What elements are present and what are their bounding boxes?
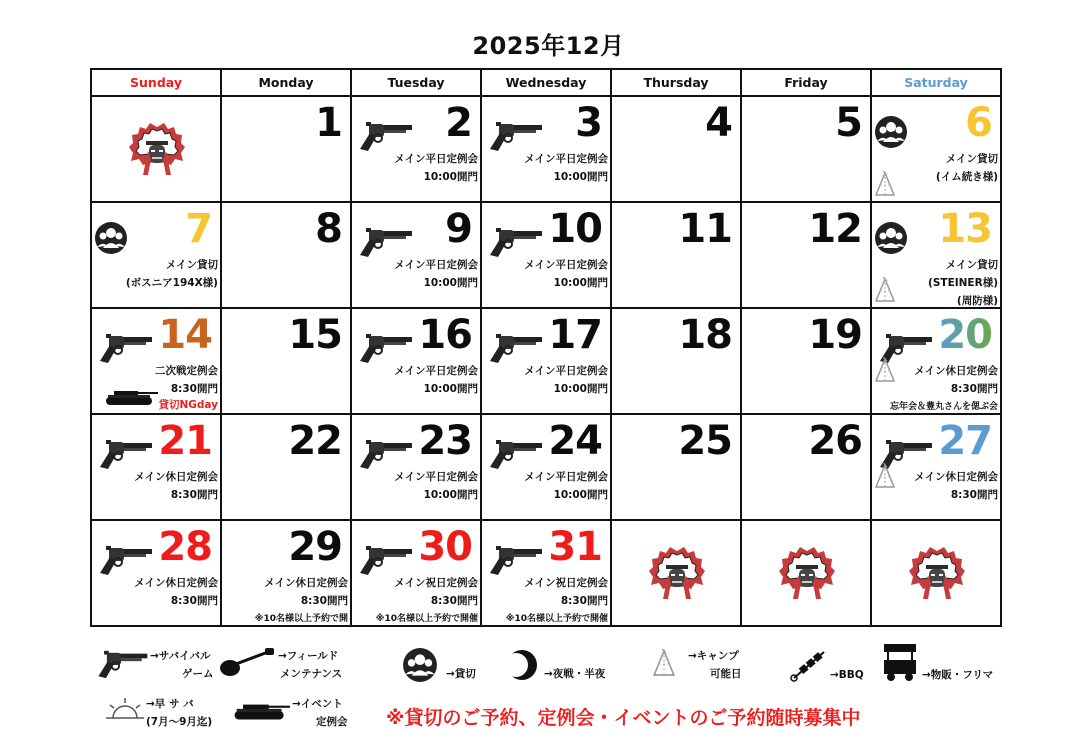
revolver-icon — [484, 119, 544, 153]
day-footnote: ※10名様以上予約で開催 — [375, 614, 478, 624]
legend-event — [292, 695, 348, 731]
event-line: 8:30開門 — [170, 595, 218, 607]
day-events — [524, 362, 608, 398]
legend-bbq: →BBQ — [830, 669, 864, 681]
event-line: メイン休日定例会 — [914, 365, 998, 377]
day-events — [264, 574, 348, 610]
legend-maintenance — [278, 647, 342, 683]
day-number: 5 — [835, 100, 862, 146]
legend-early-game-line2: (7月～9月迄) — [146, 716, 213, 728]
day-cell-24[interactable] — [481, 414, 611, 520]
event-line: メイン祝日定例会 — [394, 577, 478, 589]
revolver-icon — [484, 331, 544, 365]
day-events — [134, 468, 218, 504]
group-icon — [402, 647, 438, 683]
day-cell-28[interactable] — [91, 520, 221, 626]
revolver-icon — [94, 331, 154, 365]
day-cell-27[interactable] — [871, 414, 1001, 520]
day-cell-25[interactable] — [611, 414, 741, 520]
legend-early-game-line1: →早 サ バ — [146, 698, 194, 710]
day-number: 2 — [445, 100, 472, 146]
day-cell-4[interactable] — [611, 96, 741, 202]
day-cell-8[interactable] — [221, 202, 351, 308]
day-number: 8 — [315, 206, 342, 252]
event-line: 二次戦定例会 — [155, 365, 218, 377]
event-line: メイン貸切 — [945, 259, 998, 271]
day-cell-30[interactable] — [351, 520, 481, 626]
event-line: 10:00開門 — [553, 277, 608, 289]
event-line: メイン休日定例会 — [134, 471, 218, 483]
weekday-sunday: Sunday — [91, 69, 221, 96]
charter-ng-note: 貸切NGday — [158, 399, 218, 411]
day-number: 25 — [678, 418, 732, 464]
event-line: 10:00開門 — [553, 383, 608, 395]
legend-shop: →物販・フリマ — [922, 669, 994, 681]
event-line: メイン平日定例会 — [394, 471, 478, 483]
day-number: 22 — [288, 418, 342, 464]
event-line: 8:30開門 — [170, 383, 218, 395]
weekday-saturday: Saturday — [871, 69, 1001, 96]
day-cell-22[interactable] — [221, 414, 351, 520]
day-cell-10[interactable] — [481, 202, 611, 308]
tent-icon — [874, 463, 896, 489]
chief-headdress-icon — [128, 121, 186, 177]
event-line: メイン貸切 — [165, 259, 218, 271]
day-number: 7 — [185, 206, 212, 252]
event-line: メイン祝日定例会 — [524, 577, 608, 589]
day-cell-14[interactable] — [91, 308, 221, 414]
day-cell-20[interactable] — [871, 308, 1001, 414]
day-number: 10 — [548, 206, 602, 252]
event-line: (周防様) — [956, 295, 998, 307]
event-line: 10:00開門 — [553, 171, 608, 183]
day-cell-1[interactable] — [221, 96, 351, 202]
day-number: 16 — [418, 312, 472, 358]
event-line: メイン平日定例会 — [394, 365, 478, 377]
day-events — [928, 256, 998, 308]
event-line: (STEINER様) — [928, 277, 998, 289]
event-line: メイン平日定例会 — [524, 365, 608, 377]
day-number: 21 — [158, 418, 212, 464]
day-cell-12[interactable] — [741, 202, 871, 308]
reservation-notice: ※貸切のご予約、定例会・イベントのご予約随時募集中 — [386, 707, 861, 729]
page-title: 2025年12月 — [472, 32, 625, 60]
day-number: 13 — [938, 206, 992, 252]
event-line: メイン平日定例会 — [394, 259, 478, 271]
day-cell-15[interactable] — [221, 308, 351, 414]
day-cell-6[interactable] — [871, 96, 1001, 202]
day-events — [394, 468, 478, 504]
event-line: メイン貸切 — [945, 153, 998, 165]
empty-day-cell[interactable] — [91, 96, 221, 202]
event-line: 10:00開門 — [553, 489, 608, 501]
day-cell-2[interactable] — [351, 96, 481, 202]
chief-headdress-icon — [648, 545, 706, 601]
revolver-icon — [354, 225, 414, 259]
day-number: 17 — [548, 312, 602, 358]
day-number: 30 — [418, 524, 472, 570]
day-cell-11[interactable] — [611, 202, 741, 308]
event-line: 8:30開門 — [170, 489, 218, 501]
event-line: メイン平日定例会 — [394, 153, 478, 165]
day-cell-31[interactable] — [481, 520, 611, 626]
day-events — [394, 362, 478, 398]
day-footnote: ※10名様以上予約で開催 — [505, 614, 608, 624]
revolver-icon — [484, 543, 544, 577]
calendar-week-row — [91, 308, 1001, 414]
event-line: 10:00開門 — [423, 383, 478, 395]
weekday-wednesday: Wednesday — [481, 69, 611, 96]
day-cell-5[interactable] — [741, 96, 871, 202]
legend-night: →夜戦・半夜 — [544, 668, 606, 680]
revolver-icon — [94, 437, 154, 471]
day-number: 15 — [288, 312, 342, 358]
event-line: メイン休日定例会 — [264, 577, 348, 589]
day-number: 9 — [445, 206, 472, 252]
empty-day-cell[interactable] — [871, 520, 1001, 626]
day-events — [524, 574, 608, 610]
calendar-week-row — [91, 202, 1001, 308]
day-number: 14 — [158, 312, 212, 358]
legend-survival-line2: ゲーム — [182, 668, 214, 680]
legend-camp-line2: 可能日 — [710, 668, 742, 680]
empty-day-cell[interactable] — [741, 520, 871, 626]
day-number: 11 — [678, 206, 732, 252]
legend-maintenance-line2: メンテナンス — [280, 668, 343, 680]
day-events — [524, 150, 608, 186]
day-events — [524, 256, 608, 292]
legend-survival-line1: →サバイバル — [150, 650, 211, 662]
event-line: メイン平日定例会 — [524, 153, 608, 165]
day-footnote: 忘年会＆豊丸さんを偲ぶ会 — [889, 402, 998, 412]
calendar-week-row — [91, 96, 1001, 202]
day-number: 24 — [548, 418, 602, 464]
event-line: メイン平日定例会 — [524, 471, 608, 483]
day-number: 12 — [808, 206, 862, 252]
weekday-header-row — [91, 69, 1001, 96]
group-icon — [874, 115, 908, 149]
crescent-moon-icon — [505, 648, 539, 682]
calendar-week-row — [91, 414, 1001, 520]
revolver-icon — [94, 543, 154, 577]
tent-icon — [652, 646, 676, 680]
tank-icon — [98, 387, 158, 407]
day-cell-29[interactable] — [221, 520, 351, 626]
tank-icon — [226, 700, 290, 722]
day-cell-7[interactable] — [91, 202, 221, 308]
day-number: 31 — [548, 524, 602, 570]
legend-maintenance-line1: →フィールド — [278, 650, 339, 662]
chief-headdress-icon — [908, 545, 966, 601]
empty-day-cell[interactable] — [611, 520, 741, 626]
day-number: 20 — [938, 312, 992, 358]
revolver-icon — [354, 543, 414, 577]
legend-charter: →貸切 — [446, 668, 476, 680]
food-cart-icon — [880, 642, 920, 682]
group-icon — [874, 221, 908, 255]
event-line: 8:30開門 — [300, 595, 348, 607]
day-number: 3 — [575, 100, 602, 146]
day-number: 19 — [808, 312, 862, 358]
revolver-icon — [92, 648, 150, 680]
chief-headdress-icon — [778, 545, 836, 601]
event-line: 8:30開門 — [560, 595, 608, 607]
weekday-tuesday: Tuesday — [351, 69, 481, 96]
event-line: 10:00開門 — [423, 171, 478, 183]
revolver-icon — [354, 331, 414, 365]
revolver-icon — [484, 225, 544, 259]
day-number: 29 — [288, 524, 342, 570]
legend-early-game — [146, 695, 212, 731]
tent-icon — [874, 277, 896, 303]
tent-icon — [874, 357, 896, 383]
shovel-icon — [218, 648, 276, 678]
day-number: 28 — [158, 524, 212, 570]
day-events — [126, 256, 218, 292]
day-cell-19[interactable] — [741, 308, 871, 414]
day-number: 27 — [938, 418, 992, 464]
day-cell-16[interactable] — [351, 308, 481, 414]
day-cell-13[interactable] — [871, 202, 1001, 308]
group-icon — [94, 221, 128, 255]
event-line: (ボスニア194X様) — [125, 277, 218, 289]
day-cell-26[interactable] — [741, 414, 871, 520]
event-line: メイン休日定例会 — [914, 471, 998, 483]
day-events — [394, 574, 478, 610]
sunrise-icon — [104, 696, 146, 722]
day-footnote: ※10名様以上予約で開 — [254, 614, 348, 624]
day-number: 23 — [418, 418, 472, 464]
day-number: 26 — [808, 418, 862, 464]
revolver-icon — [484, 437, 544, 471]
day-events — [914, 362, 998, 398]
legend-camp — [688, 647, 742, 683]
weekday-friday: Friday — [741, 69, 871, 96]
revolver-icon — [354, 119, 414, 153]
legend-survival — [150, 647, 214, 683]
day-cell-17[interactable] — [481, 308, 611, 414]
event-line: 10:00開門 — [423, 277, 478, 289]
day-events — [524, 468, 608, 504]
day-cell-18[interactable] — [611, 308, 741, 414]
day-number: 4 — [705, 100, 732, 146]
day-cell-9[interactable] — [351, 202, 481, 308]
day-events — [134, 574, 218, 610]
day-cell-3[interactable] — [481, 96, 611, 202]
day-number: 6 — [965, 100, 992, 146]
event-line: メイン休日定例会 — [134, 577, 218, 589]
day-events — [914, 468, 998, 504]
revolver-icon — [354, 437, 414, 471]
event-line: (イム続き様) — [935, 171, 998, 183]
legend-camp-line1: →キャンプ — [688, 650, 739, 662]
day-events — [394, 256, 478, 292]
day-number: 1 — [315, 100, 342, 146]
weekday-monday: Monday — [221, 69, 351, 96]
day-events — [155, 362, 218, 398]
legend-event-line2: 定例会 — [316, 716, 348, 728]
event-line: 8:30開門 — [950, 383, 998, 395]
calendar-body — [91, 96, 1001, 626]
calendar-grid — [90, 68, 1002, 627]
day-cell-23[interactable] — [351, 414, 481, 520]
day-number: 18 — [678, 312, 732, 358]
event-line: 10:00開門 — [423, 489, 478, 501]
day-events — [394, 150, 478, 186]
weekday-thursday: Thursday — [611, 69, 741, 96]
event-line: 8:30開門 — [950, 489, 998, 501]
day-events — [936, 150, 998, 186]
tent-icon — [874, 171, 896, 197]
event-line: メイン平日定例会 — [524, 259, 608, 271]
legend-event-line1: →イベント — [292, 698, 343, 710]
bbq-skewer-icon — [790, 648, 828, 682]
event-line: 8:30開門 — [430, 595, 478, 607]
day-cell-21[interactable] — [91, 414, 221, 520]
calendar-week-row — [91, 520, 1001, 626]
